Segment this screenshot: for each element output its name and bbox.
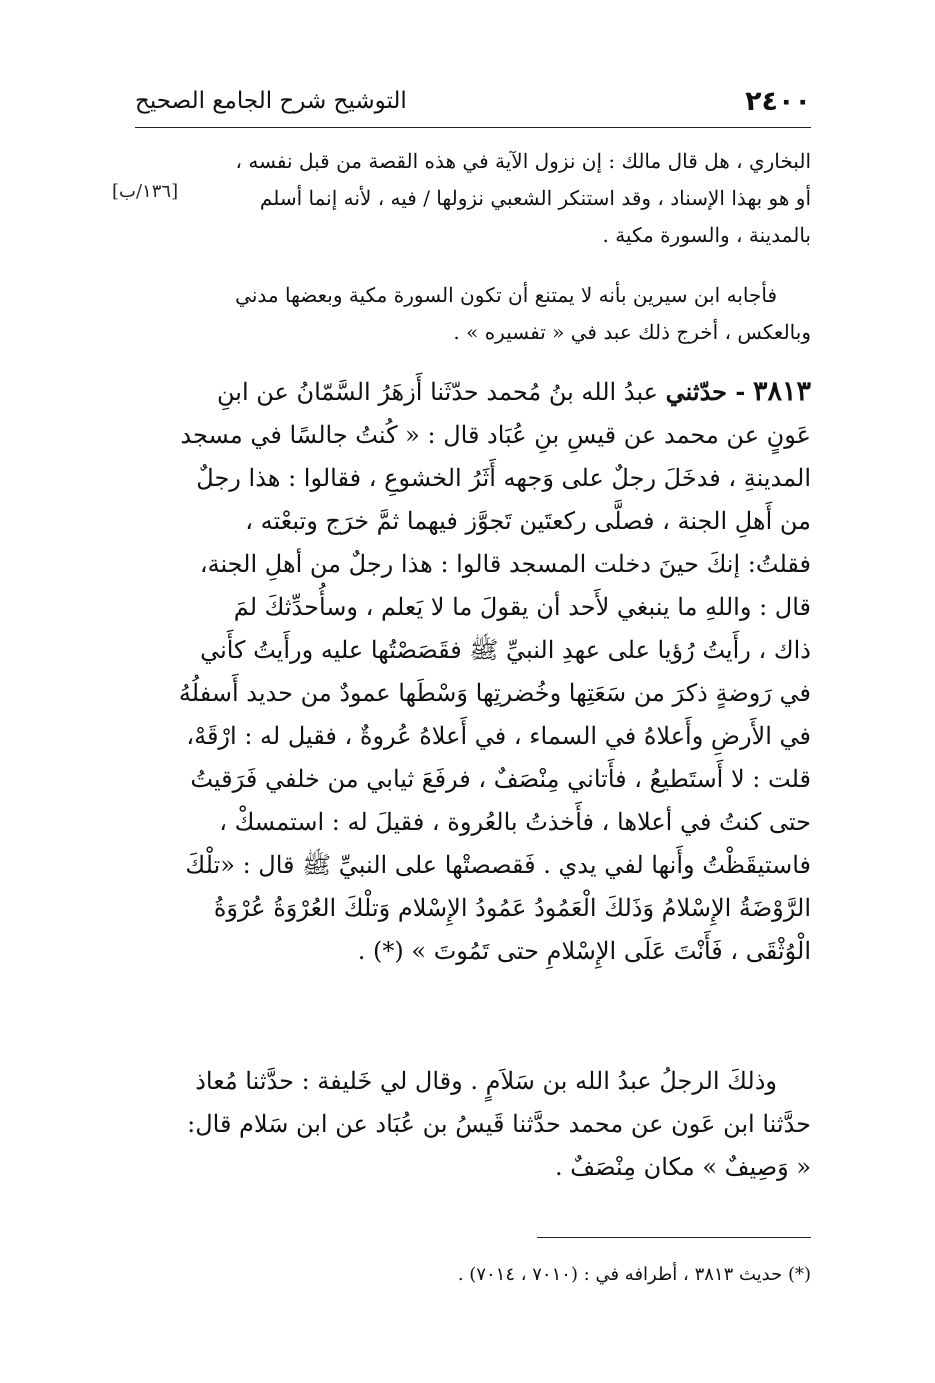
hadith-first-line [135,370,811,414]
text-line: وبالعكس ، أخرج ذلك عبد في « تفسيره » . [453,320,811,344]
text-line: في رَوضةٍ ذكرَ من سَعَتِها وخُضرتِها وَسْطَها عمودٌ من حديد أَسفلُهُ [178,679,811,707]
paragraph-commentary-1 [135,143,811,254]
text-line: عَونٍ عن محمد عن قيسِ بنِ عُبَاد قال : « كُنتُ جالسًا في مسجد [180,421,811,449]
text-line: البخاري ، هل قال مالك : إن نزول الآية في هذه القصة من قبل نفسه ، [235,149,811,173]
text-line: من أَهلِ الجنة ، فصلَّى ركعتَين تَجوَّز فيهما ثمَّ خرَج وتبعْته ، [245,507,811,535]
text-line: حتى كنتُ في أعلاها ، فأَخذتُ بالعُروة ، فقيلَ له : استمسكْ ، [219,808,811,836]
text-line: الْوُثْقَى ، فَأَنْتَ عَلَى الإِسْلامِ حتى تَمُوتَ » (*) . [357,937,811,965]
footnote: (*) حديث ٣٨١٣ ، أطرافه في : (٧٠١٠ ، ٧٠١٤) . [457,1264,811,1285]
text-line: فأجابه ابن سيرين بأنه لا يمتنع أن تكون السورة مكية وبعضها مدني [235,283,777,307]
text-line: الرَّوْضَةُ الإِسْلامُ وَذَلكَ الْعَمُودُ عَمُودُ الإِسْلام وَتلْكَ العُرْوَةُ عُرْوَةُ [213,894,811,922]
text-line: أو هو بهذا الإسناد ، وقد استنكر الشعبي نزولها / فيه ، لأنه إنما أسلم [259,186,811,210]
text-line: حدَّثنا ابن عَون عن محمد حدَّثنا قَيسُ بن عُبَاد عن ابن سَلام قال: [187,1110,811,1138]
page-header [135,82,811,122]
text-line: ذاك ، رأَيتُ رُؤيا على عهدِ النبيِّ ﷺ فقَصَصْتُها عليه ورأَيتُ كأَني [200,636,811,664]
text-line: فقلتُ: إنكَ حينَ دخلت المسجد قالوا : هذا رجلٌ من أهلِ الجنة، [199,550,811,578]
text-line: « وَصِيفٌ » مكان مِنْصَفٌ . [555,1153,811,1181]
text-line: قلت : لا أَستَطيعُ ، فأَتاني مِنْصَفٌ ، فرفَعَ ثيابي من خلفي فَرَقيتُ [190,765,811,793]
hadith-lead: - حدّثني [665,377,746,406]
text-line: فاستيقَظْتُ وأَنها لفي يدي . فَقصصتْها على النبيِّ ﷺ قال : «تلْكَ [185,851,811,879]
text-line: بالمدينة ، والسورة مكية . [602,223,811,247]
text-line: وذلكَ الرجلُ عبدُ الله بن سَلاَمٍ . وقال لي خَليفة : حدَّثنا مُعاذ [195,1067,777,1095]
running-title: التوشيح شرح الجامع الصحيح [135,88,407,114]
margin-folio-note: [١٣٦/ب] [112,181,179,202]
footnote-rule [537,1237,811,1238]
text-line: المدينةِ ، فدخَلَ رجلٌ على وَجهه أَثَرُ الخشوعِ ، فقالوا : هذا رجلٌ [196,464,811,492]
text-line: قال : واللهِ ما ينبغي لأَحد أن يقولَ ما لا يَعلم ، وسأُحدِّثكَ لمَ [233,593,811,621]
hadith-text [135,370,811,973]
hadith-number: ٣٨١٣ [752,376,811,407]
text-line: في الأَرضِ وأَعلاهُ في السماء ، في أَعلاهُ عُروةٌ ، فقيل له : ارْقَهْ، [186,722,811,750]
page-number: ٢٤٠٠ [745,86,811,117]
hadith-first-line-text: عبدُ الله بنُ مُحمد حدّثَنا أَزهَرُ السَّمّانُ عن ابنِ [217,378,659,406]
header-rule [135,127,811,128]
paragraph-commentary-2 [135,277,811,351]
paragraph-closing [135,1060,811,1189]
